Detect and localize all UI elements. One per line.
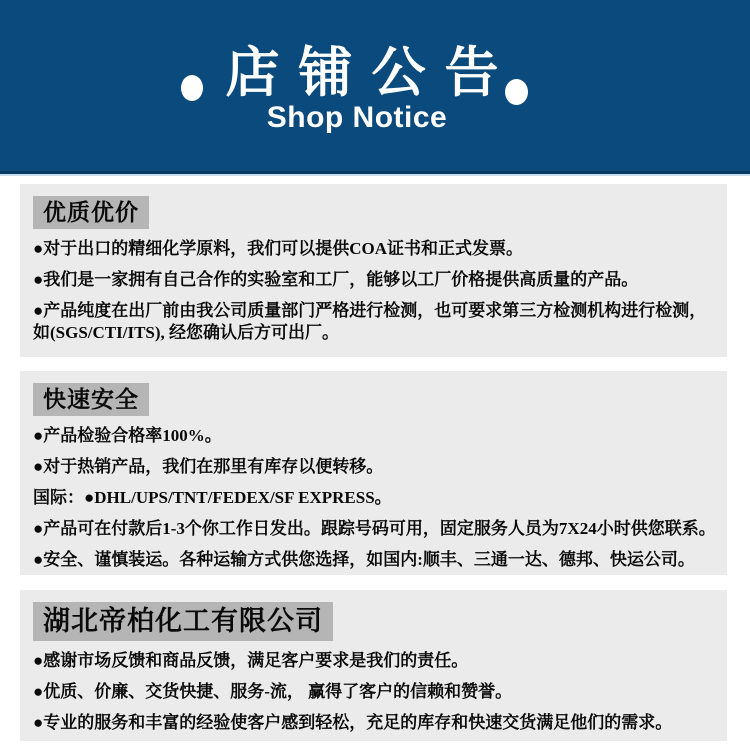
bullet-line: ●优质、价廉、交货快捷、服务-流， 赢得了客户的信赖和赞誉。 <box>33 682 513 701</box>
bullet-line: ●对于热销产品，我们在那里有库存以便转移。 <box>33 457 384 476</box>
decorative-dot-icon-right <box>505 79 528 105</box>
bullet-line: ●对于出口的精细化学原料，我们可以提供COA证书和正式发票。 <box>33 239 524 258</box>
bullet-line: ●产品检验合格率100%。 <box>33 426 222 445</box>
section-company <box>20 590 727 741</box>
bullet-line: ●我们是一家拥有自己合作的实验室和工厂，能够以工厂价格提供高质量的产品。 <box>33 270 639 289</box>
section-title: 快速安全 <box>33 383 149 416</box>
header-title: 店 铺 公 告 <box>225 43 501 103</box>
bullet-line: ●产品纯度在出厂前由我公司质量部门严格进行检测，也可要求第三方检测机构进行检测，如(SGS/CTI/ITS), 经您确认后方可出厂。 <box>33 301 707 342</box>
section-fast-safe <box>20 371 727 575</box>
section-title: 优质优价 <box>33 196 149 229</box>
bullet-line: ●安全、谨慎装运。各种运输方式供您选择，如国内:顺丰、三通一达、德邦、快运公司。 <box>33 550 695 569</box>
bullet-line: ●产品可在付款后1-3个你工作日发出。跟踪号码可用，固定服务人员为7X24小时供您联系。 <box>33 519 716 538</box>
shop-notice-header <box>0 0 750 174</box>
section-quality-price <box>20 184 727 357</box>
company-name-title: 湖北帝柏化工有限公司 <box>33 602 333 641</box>
bullet-line: ●专业的服务和丰富的经验使客户感到轻松，充足的库存和快速交货满足他们的需求。 <box>33 713 673 732</box>
bullet-line: 国际：●DHL/UPS/TNT/FEDEX/SF EXPRESS。 <box>33 488 392 507</box>
header-subtitle: Shop Notice <box>266 101 448 134</box>
header-accent-line <box>0 174 750 176</box>
bullet-line: ●感谢市场反馈和商品反馈，满足客户要求是我们的责任。 <box>33 651 469 670</box>
